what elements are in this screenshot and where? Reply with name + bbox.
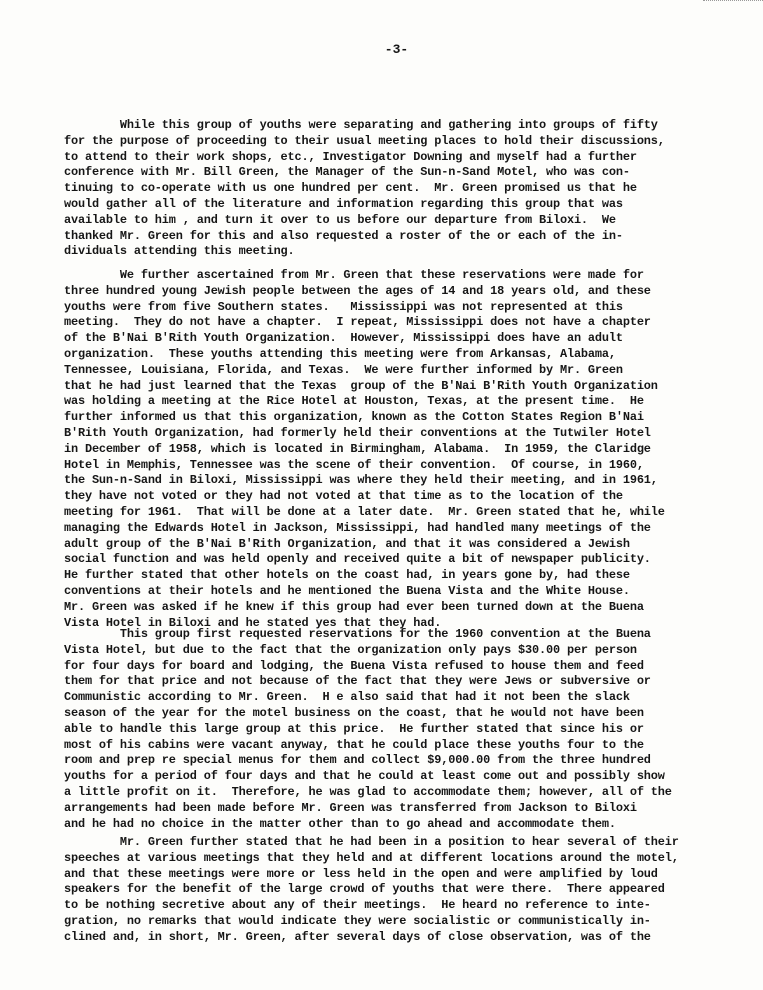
text-line: most of his cabins were vacant anyway, that he could place these youths four to the <box>64 737 644 752</box>
text-line: arrangements had been made before Mr. Green was transferred from Jackson to Biloxi <box>64 800 637 815</box>
text-line: and he had no choice in the matter other than to go ahead and accommodate them. <box>64 816 616 831</box>
text-line: meeting for 1961. That will be done at a later date. Mr. Green stated that he, while <box>64 504 665 519</box>
text-line: Mr. Green was asked if he knew if this group had ever been turned down at the Buena <box>64 599 644 614</box>
text-line: room and prep re special menus for them and collect $9,000.00 from the three hundred <box>64 753 651 768</box>
text-line: able to handle this large group at this price. He further stated that since his or <box>64 721 644 736</box>
text-line: organization. These youths attending this meeting were from Arkansas, Alabama, <box>64 346 616 361</box>
text-line: tinuing to co-operate with us one hundred per cent. Mr. Green promised us that he <box>64 181 637 196</box>
text-line: conventions at their hotels and he mentioned the Buena Vista and the White House. <box>64 583 630 598</box>
text-line: Vista Hotel in Biloxi and he stated yes that they had. <box>64 615 442 630</box>
text-line: meeting. They do not have a chapter. I repeat, Mississippi does not have a chapter <box>64 315 651 330</box>
text-line: was holding a meeting at the Rice Hotel at Houston, Texas, at the present time. He <box>64 394 644 409</box>
page-number: -3- <box>384 42 409 57</box>
text-line: youths for a period of four days and that he could at least come out and possibly show <box>64 769 665 784</box>
text-line: B'Rith Youth Organization, had formerly held their conventions at the Tutwiler Hotel <box>64 425 651 440</box>
text-line: managing the Edwards Hotel in Jackson, Mississippi, had handled many meetings of the <box>64 520 651 535</box>
text-line: While this group of youths were separating and gathering into groups of fifty <box>64 118 658 132</box>
text-line: they have not voted or they had not voted at that time as to the location of the <box>64 489 623 504</box>
text-line: Mr. Green further stated that he had been in a position to hear several of their <box>64 835 679 849</box>
paragraph-3 <box>64 627 672 832</box>
text-line: conference with Mr. Bill Green, the Manager of the Sun-n-Sand Motel, who was con- <box>64 165 630 180</box>
text-line: speeches at various meetings that they held and at different locations around the motel, <box>64 850 679 865</box>
text-line: Hotel in Memphis, Tennessee was the scene of their convention. Of course, in 1960, <box>64 457 644 472</box>
text-line: them for that price and not because of the fact that they were Jews or subversive or <box>64 674 651 689</box>
text-line: gration, no remarks that would indicate they were socialistic or communistically in- <box>64 913 651 928</box>
text-line: youths were from five Southern states. Mississippi was not represented at this <box>64 299 623 314</box>
text-line: dividuals attending this meeting. <box>64 244 295 259</box>
scan-edge-mark <box>703 0 763 7</box>
text-line: the Sun-n-Sand in Biloxi, Mississippi was where they held their meeting, and in 1961, <box>64 473 658 488</box>
text-line: and that these meetings were more or less held in the open and were amplified by loud <box>64 866 658 881</box>
text-line: He further stated that other hotels on the coast had, in years gone by, had these <box>64 568 630 583</box>
paragraph-2 <box>64 268 665 631</box>
paragraph-4 <box>64 835 679 946</box>
text-line: to be nothing secretive about any of their meetings. He heard no reference to inte- <box>64 898 651 913</box>
text-line: that he had just learned that the Texas group of the B'Nai B'Rith Youth Organization <box>64 378 658 393</box>
text-line: Tennessee, Louisiana, Florida, and Texas. We were further informed by Mr. Green <box>64 362 623 377</box>
text-line: speakers for the benefit of the large crowd of youths that were there. There appeared <box>64 882 665 897</box>
text-line: for the purpose of proceeding to their usual meeting places to hold their discussions, <box>64 133 665 148</box>
text-line: thanked Mr. Green for this and also requested a roster of the or each of the in- <box>64 228 623 243</box>
text-line: available to him , and turn it over to us before our departure from Biloxi. We <box>64 212 616 227</box>
text-line: clined and, in short, Mr. Green, after several days of close observation, was of the <box>64 929 651 944</box>
text-line: adult group of the B'Nai B'Rith Organization, and that it was considered a Jewish <box>64 536 630 551</box>
text-line: for four days for board and lodging, the Buena Vista refused to house them and feed <box>64 658 644 673</box>
text-line: in December of 1958, which is located in Birmingham, Alabama. In 1959, the Claridge <box>64 441 651 456</box>
text-line: further informed us that this organization, known as the Cotton States Region B'Nai <box>64 410 644 425</box>
text-line: social function and was held openly and received quite a bit of newspaper publicity. <box>64 552 651 567</box>
text-line: Vista Hotel, but due to the fact that the organization only pays $30.00 per person <box>64 642 637 657</box>
text-line: season of the year for the motel business on the coast, that he would not have been <box>64 705 644 720</box>
text-line: would gather all of the literature and information regarding this group that was <box>64 196 623 211</box>
text-line: Communistic according to Mr. Green. H e also said that had it not been the slack <box>64 690 630 705</box>
text-line: This group first requested reservations for the 1960 convention at the Buena <box>64 627 651 641</box>
text-line: a little profit on it. Therefore, he was glad to accommodate them; however, all of the <box>64 784 672 799</box>
text-line: to attend to their work shops, etc., Investigator Downing and myself had a further <box>64 149 637 164</box>
text-line: of the B'Nai B'Rith Youth Organization. However, Mississippi does have an adult <box>64 331 623 346</box>
paragraph-1 <box>64 118 665 260</box>
text-line: three hundred young Jewish people between the ages of 14 and 18 years old, and these <box>64 283 651 298</box>
text-line: We further ascertained from Mr. Green that these reservations were made for <box>64 268 644 282</box>
